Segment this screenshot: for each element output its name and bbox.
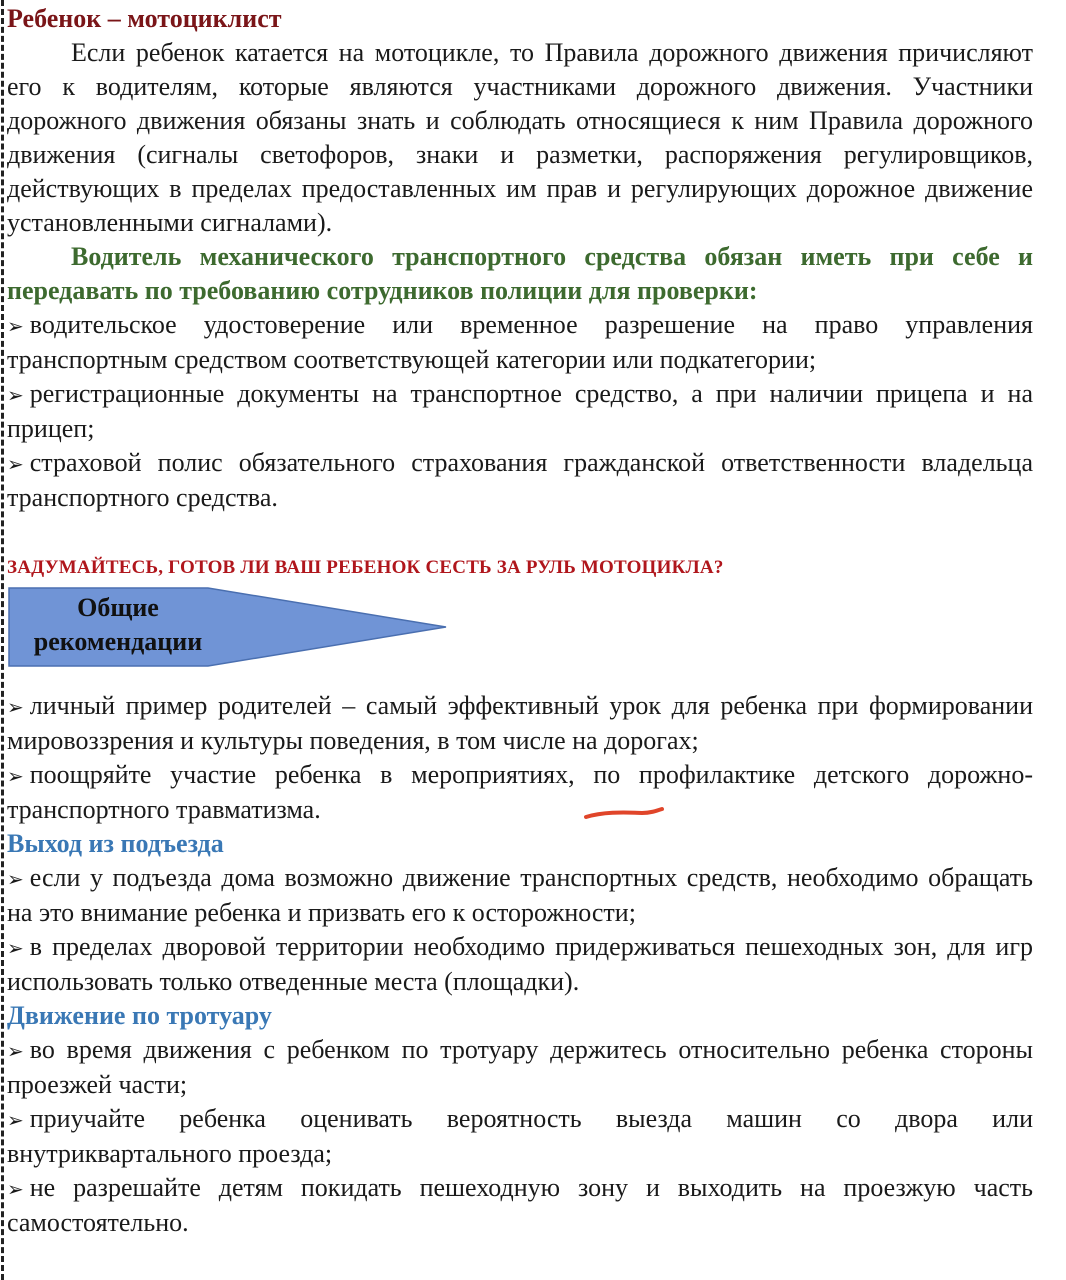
bullet-arrow-icon: ➢ [7, 695, 24, 719]
bullet-arrow-icon: ➢ [7, 867, 24, 891]
exit-item-text: в пределах дворовой территории необходимо придерживаться пешеходных зон, для игр использовать только отведенные места (площадки). [7, 932, 1033, 996]
bullet-arrow-icon: ➢ [7, 314, 24, 338]
section-spacer [7, 515, 1033, 551]
general-recommendation-text: личный пример родителей – самый эффективный урок для ребенка при формировании мировоззрения и культуры поведения, в том числе на дорогах; [7, 691, 1033, 755]
intro-paragraph: Если ребенок катается на мотоцикле, то Правила дорожного движения причисляют его к водителям, которые являются участниками дорожного движения. Участники дорожного движения обязаны знать и соблюдать относящиеся к ним Правила дорожного движения (сигналы светофоров, знаки и разметки, распоряжения регулировщиков, действующих в пределах предоставленных им прав и регулирующих дорожное движение установленными сигналами). [7, 38, 1033, 237]
general-recommendation-item [7, 758, 1033, 827]
exit-item [7, 861, 1033, 930]
driver-document-item [7, 377, 1033, 446]
driver-obligation-statement: Водитель механического транспортного средства обязан иметь при себе и передавать по требованию сотрудников полиции для проверки: [7, 242, 1033, 305]
banner-label-line2: рекомендации [33, 627, 203, 656]
exit-item [7, 930, 1033, 999]
heading-child-motorcyclist: Ребенок – мотоциклист [7, 4, 282, 33]
bullet-arrow-icon: ➢ [7, 1108, 24, 1132]
sidewalk-item-text: приучайте ребенка оценивать вероятность выезда машин со двора или внутриквартального проезда; [7, 1104, 1033, 1168]
warning-question: ЗАДУМАЙТЕСЬ, ГОТОВ ЛИ ВАШ РЕБЕНОК СЕСТЬ ЗА РУЛЬ МОТОЦИКЛА? [7, 557, 724, 578]
exit-item-text: если у подъезда дома возможно движение транспортных средств, необходимо обращать на это внимание ребенка и призвать его к осторожности; [7, 863, 1033, 927]
sidewalk-item [7, 1033, 1033, 1102]
driver-document-text: страховой полис обязательного страхования гражданской ответственности владельца транспортного средства. [7, 448, 1033, 512]
general-recommendation-item [7, 689, 1033, 758]
driver-document-text: водительское удостоверение или временное разрешение на право управления транспортным средством соответствующей категории или подкатегории; [7, 310, 1033, 374]
section-spacer [7, 667, 1033, 689]
driver-document-text: регистрационные документы на транспортное средство, а при наличии прицепа и на прицеп; [7, 379, 1033, 443]
bullet-arrow-icon: ➢ [7, 1177, 24, 1201]
spellcheck-underline-mark [582, 804, 666, 824]
document-page [7, 2, 1033, 1240]
banner-label-line1: Общие [77, 593, 159, 622]
bullet-arrow-icon: ➢ [7, 936, 24, 960]
bullet-arrow-icon: ➢ [7, 764, 24, 788]
general-recommendations-banner [8, 587, 448, 667]
sidewalk-item-text: не разрешайте детям покидать пешеходную зону и выходить на проезжую часть самостоятельно. [7, 1173, 1033, 1237]
page-left-dashed-border [1, 0, 4, 1280]
bullet-arrow-icon: ➢ [7, 1039, 24, 1063]
sidewalk-item [7, 1102, 1033, 1171]
sidewalk-item [7, 1171, 1033, 1240]
heading-exit-entrance: Выход из подъезда [7, 829, 224, 858]
general-recommendation-text: поощряйте участие ребенка в мероприятиях, по профилактике детского дорожно-транспортного травматизма. [7, 760, 1033, 824]
driver-document-item [7, 308, 1033, 377]
bullet-arrow-icon: ➢ [7, 383, 24, 407]
banner-label [18, 591, 218, 659]
heading-sidewalk-movement: Движение по тротуару [7, 1001, 272, 1030]
driver-document-item [7, 446, 1033, 515]
sidewalk-item-text: во время движения с ребенком по тротуару держитесь относительно ребенка стороны проезжей части; [7, 1035, 1033, 1099]
bullet-arrow-icon: ➢ [7, 452, 24, 476]
